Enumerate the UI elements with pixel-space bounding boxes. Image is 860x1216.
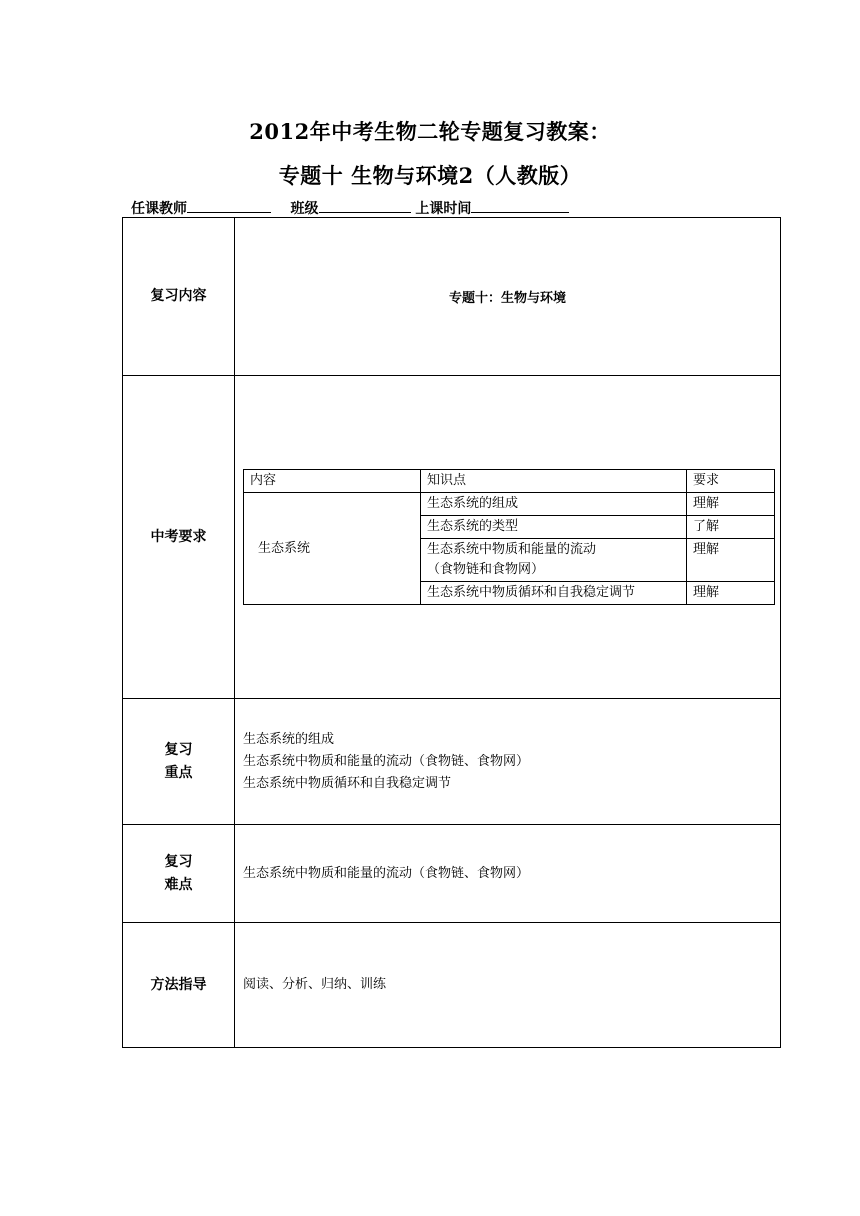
topic-cell: 生态系统 [244, 493, 421, 605]
requirement-level: 理解 [687, 539, 775, 582]
lesson-info-line [131, 198, 569, 218]
requirements-table [243, 469, 775, 605]
exam-requirements-cell [235, 376, 781, 699]
knowledge-point-line: 生态系统中物质和能量的流动 [427, 542, 597, 557]
class-blank [319, 200, 411, 213]
method-label: 方法指导 [123, 923, 235, 1048]
teacher-blank [187, 200, 271, 213]
row-method [123, 923, 781, 1048]
difficulties-value: 生态系统中物质和能量的流动（食物链、食物网） [235, 825, 781, 923]
time-label: 上课时间 [415, 201, 472, 217]
key-points-label-line2: 重点 [164, 764, 193, 781]
header-requirement: 要求 [687, 470, 775, 493]
key-point-line: 生态系统的组成 [243, 731, 335, 747]
header-content: 内容 [244, 470, 421, 493]
requirements-header-row [244, 470, 775, 493]
knowledge-point-line: （食物链和食物网） [427, 562, 545, 577]
review-content-label: 复习内容 [123, 218, 235, 376]
header-knowledge-point: 知识点 [421, 470, 687, 493]
knowledge-point [421, 539, 687, 582]
time-blank [471, 200, 569, 213]
row-review-content [123, 218, 781, 376]
key-points-value [235, 699, 781, 825]
row-difficulties [123, 825, 781, 923]
review-content-value: 专题十：生物与环境 [235, 218, 781, 376]
key-point-line: 生态系统中物质和能量的流动（食物链、食物网） [243, 753, 530, 769]
key-points-label [123, 699, 235, 825]
requirement-level: 理解 [687, 493, 775, 516]
row-exam-requirements [123, 376, 781, 699]
knowledge-point: 生态系统的组成 [421, 493, 687, 516]
key-point-line: 生态系统中物质循环和自我稳定调节 [243, 775, 452, 791]
knowledge-point: 生态系统的类型 [421, 516, 687, 539]
method-value: 阅读、分析、归纳、训练 [235, 923, 781, 1048]
row-key-points [123, 699, 781, 825]
key-points-label-line1: 复习 [164, 741, 193, 758]
exam-requirements-label: 中考要求 [123, 376, 235, 699]
lesson-plan-table [122, 217, 781, 1048]
difficulties-label-line1: 复习 [164, 853, 193, 870]
table-row [244, 493, 775, 516]
class-label: 班级 [290, 201, 319, 217]
document-title: 2012年中考生物二轮专题复习教案： [249, 119, 611, 144]
knowledge-point: 生态系统中物质循环和自我稳定调节 [421, 582, 687, 605]
teacher-label: 任课教师 [131, 201, 187, 217]
difficulties-label-line2: 难点 [164, 876, 193, 893]
difficulties-label [123, 825, 235, 923]
document-subtitle: 专题十 生物与环境2（人教版） [278, 163, 582, 188]
requirement-level: 了解 [687, 516, 775, 539]
requirement-level: 理解 [687, 582, 775, 605]
